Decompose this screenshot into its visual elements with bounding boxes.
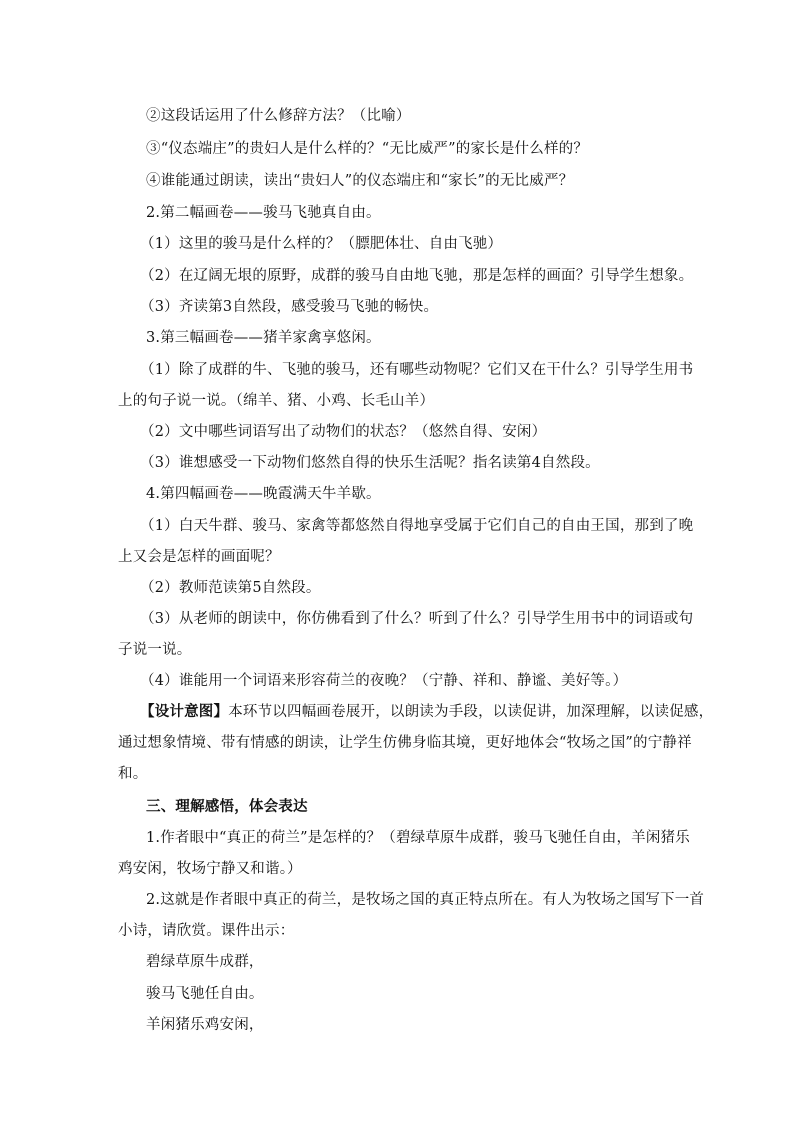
section-three-heading: 三、理解感悟，体会表达	[146, 798, 308, 815]
item-horse-3: （3）齐读第3自然段，感受骏马飞驰的畅快。	[140, 299, 439, 315]
item-evening-1-cont: 上又会是怎样的画面呢？	[118, 549, 280, 565]
question-noble-lady: ③“仪态端庄”的贵妇人是什么样的？“无比威严”的家长是什么样的？	[146, 141, 589, 157]
item-animals-1-cont: 上的句子说一说。（绵羊、猪、小鸡、长毛山羊）	[118, 393, 435, 409]
real-holland-question: 1.作者眼中“真正的荷兰”是怎样的？（碧绿草原牛成群，骏马飞驰任自由，羊闲猪乐	[146, 830, 690, 846]
item-evening-2: （2）教师范读第5自然段。	[140, 580, 321, 596]
real-holland-question-cont: 鸡安闲，牧场宁静又和谐。）	[118, 861, 302, 877]
design-intent-cont-2: 和。	[118, 766, 148, 782]
item-evening-3-cont: 子说一说。	[118, 642, 192, 658]
design-intent-paragraph	[140, 700, 713, 721]
question-rhetoric: ②这段话运用了什么修辞方法？（比喻）	[146, 108, 411, 124]
poem-line-3: 羊闲猪乐鸡安闲，	[146, 1017, 264, 1033]
item-evening-1: （1）白天牛群、骏马、家禽等都悠然自得地享受属于它们自己的自由王国，那到了晚	[140, 518, 694, 534]
poem-line-1: 碧绿草原牛成群，	[146, 954, 264, 970]
poem-intro-cont: 小诗，请欣赏。课件出示：	[118, 923, 295, 939]
design-intent-label: 【设计意图】	[140, 703, 229, 720]
item-animals-1: （1）除了成群的牛、飞驰的骏马，还有哪些动物呢？它们又在干什么？引导学生用书	[140, 362, 694, 378]
design-intent-cont-1: 通过想象情境、带有情感的朗读，让学生仿佛身临其境，更好地体会“牧场之国”的宁静祥	[118, 735, 692, 751]
item-evening-4: （4）谁能用一个词语来形容荷兰的夜晚？（宁静、祥和、静谧、美好等。）	[140, 673, 628, 689]
section-third-scroll: 3.第三幅画卷——猪羊家禽享悠闲。	[146, 330, 381, 346]
section-fourth-scroll: 4.第四幅画卷——晚霞满天牛羊歇。	[146, 486, 381, 502]
design-intent-text: 本环节以四幅画卷展开，以朗读为手段，以读促讲，加深理解，以读促感，	[228, 704, 714, 720]
poem-intro: 2.这就是作者眼中真正的荷兰，是牧场之国的真正特点所在。有人为牧场之国写下一首	[146, 892, 705, 908]
section-second-scroll: 2.第二幅画卷——骏马飞驰真自由。	[146, 205, 381, 221]
poem-line-2: 骏马飞驰任自由。	[146, 986, 264, 1002]
item-evening-3: （3）从老师的朗读中，你仿佛看到了什么？听到了什么？引导学生用书中的词语或句	[140, 611, 694, 627]
item-horse-1: （1）这里的骏马是什么样的？（膘肥体壮、自由飞驰）	[140, 236, 503, 252]
item-animals-2: （2）文中哪些词语写出了动物们的状态？（悠然自得、安闲）	[140, 424, 547, 440]
item-animals-3: （3）谁想感受一下动物们悠然自得的快乐生活呢？指名读第4自然段。	[140, 455, 600, 471]
item-horse-2: （2）在辽阔无垠的原野，成群的骏马自由地飞驰，那是怎样的画面？引导学生想象。	[140, 268, 694, 284]
question-read-aloud: ④谁能通过朗读，读出“贵妇人”的仪态端庄和“家长”的无比威严？	[146, 173, 574, 189]
